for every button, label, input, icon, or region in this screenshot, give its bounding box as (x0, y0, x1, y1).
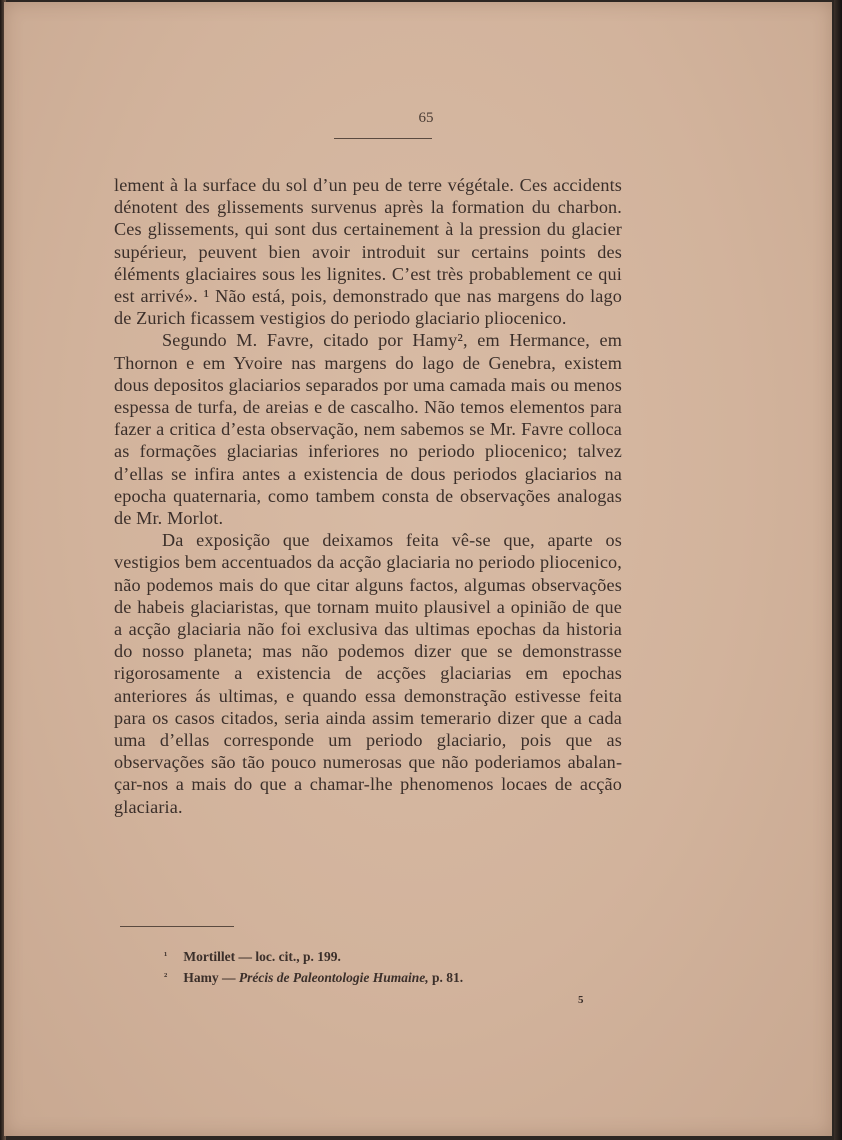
footnote-1-text: Mortillet — loc. cit., p. 199. (183, 949, 341, 964)
paragraph-2: Segundo M. Favre, citado por Hamy², em Hermance, em Thornon e em Yvoire nas margens do lago de Genebra, existem dous depositos glaciarios separados por uma camada mais ou menos espessa de turfa, de areias e de cascalho. Não temos elementos para fazer a critica d’esta observação, nem sabemos se Mr. Favre colloca as formações glaciarias inferiores no periodo pliocenico; talvez d’ellas se infira antes a existencia de dous periodos glaciarios na epocha quaternaria, como tambem consta de observações analogas de Mr. Morlot. (114, 330, 622, 529)
paragraph-3: Da exposição que deixamos feita vê-se que, aparte os vestigios bem accentuados da acção glaciaria no periodo pliocenico, não podemos mais do que citar alguns factos, algumas observações de habeis glaciaristas, que tornam muito plausivel a opinião de que a acção glaciaria não foi exclusiva das ultimas epochas da historia do nosso planeta; mas não podemos dizer que se demonstrasse rigorosamente a existencia de acções glaciarias em epochas anteriores ás ultimas, e quando essa demonstração estivesse feita para os casos citados, seria ainda assim temerario dizer que a cada uma d’ellas corresponde um periodo glaciario, pois que as observações são tão pouco numerosas que não poderiamos abalançar-nos a mais do que a chamar-lhe phenomenos locaes de acção glaciaria. (114, 530, 622, 817)
footnote-2-mark: ² (164, 971, 168, 983)
paragraph-1: lement à la surface du sol d’un peu de terre végétale. Ces accidents dénotent des glissements survenus après la formation du charbon. Ces glissements, qui sont dus certainement à la pression du glacier supérieur, peuvent bien avoir introduit sur certains points des éléments glaciaires sous les lignites. C’est très probablement ce qui est arrivé». ¹ Não está, pois, demonstrado que nas margens do lago de Zurich ficassem vestigios do periodo glaciario pliocenico. (114, 175, 622, 329)
signature-mark: 5 (578, 994, 584, 1006)
footnote-rule (120, 926, 234, 927)
scan-right-edge (834, 0, 842, 1140)
book-page (4, 2, 832, 1136)
footnote-2-page: p. 81. (428, 970, 464, 985)
header-rule (334, 138, 432, 139)
body-text (114, 174, 622, 818)
footnote-1-mark: ¹ (164, 950, 168, 962)
footnote-1 (164, 946, 624, 967)
footnote-2-title: Précis de Paleontologie Humaine, (238, 970, 429, 985)
footnote-2-author: Hamy — (183, 970, 239, 985)
footnote-2 (164, 967, 624, 988)
page-number: 65 (418, 110, 434, 126)
footnotes (164, 946, 624, 988)
